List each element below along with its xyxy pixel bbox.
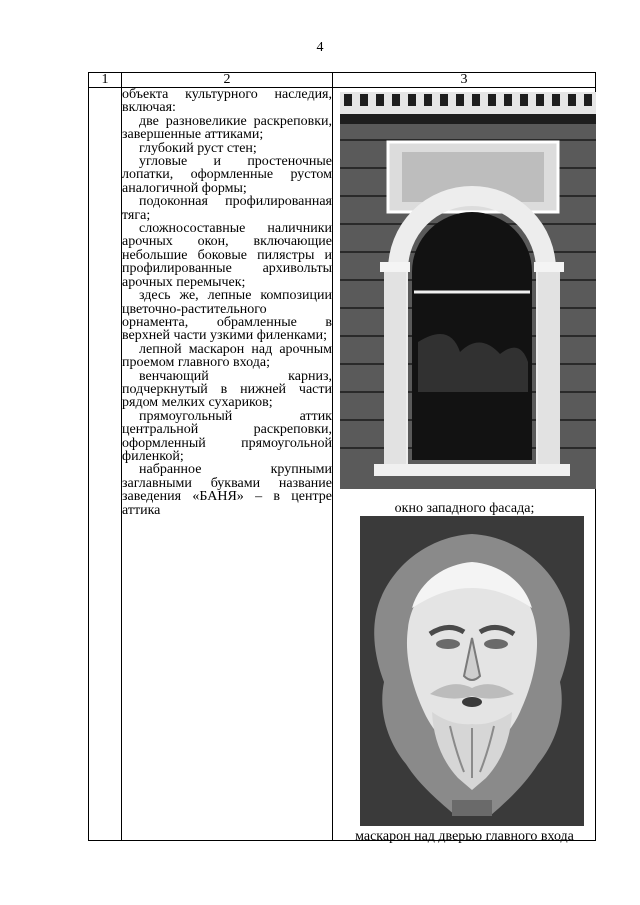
table-row — [89, 88, 596, 841]
table-header-row — [89, 73, 596, 88]
description-item: глубокий руст стен; — [139, 140, 257, 156]
window-photo — [340, 92, 596, 489]
description-paragraph: объекта культурного наследия, включая: — [122, 87, 332, 116]
photo-cell — [333, 88, 596, 844]
description-item: две разновеликие раскреповки, завершенные аттиками; — [122, 113, 332, 143]
description-item: подоконная профилированная тяга; — [122, 194, 332, 223]
column-header-1: 1 — [89, 73, 122, 88]
description-item: угловые и простеночные лопатки, оформленные рустом аналогичной формы; — [122, 154, 332, 196]
column-header-3: 3 — [333, 73, 596, 88]
column-header-2: 2 — [122, 73, 333, 88]
page-number: 4 — [316, 40, 324, 55]
mascaron-photo — [360, 516, 584, 826]
description-item: набранное крупными заглавными буквами название заведения «БАНЯ» – в центре аттика — [122, 462, 332, 518]
description-item: венчающий карниз, подчеркнутый в нижней части рядом мелких сухариков; — [122, 368, 332, 411]
description-item: лепной маскарон над арочным проемом главного входа; — [122, 341, 332, 371]
row-number-cell — [89, 88, 122, 841]
description-item: здесь же, лепные композиции цветочно-растительного орнамента, обрамленные в верхней части узкими филенками; — [122, 288, 332, 344]
heritage-table — [88, 72, 596, 844]
window-photo-caption: окно западного фасада; — [394, 501, 535, 516]
description-item: сложносоставные наличники арочных окон, включающие небольшие боковые пилястры и профилированные архивольты арочных перемычек; — [122, 221, 332, 290]
mascaron-photo-caption: маскарон над дверью главного входа — [355, 829, 574, 844]
description-cell — [122, 88, 333, 841]
description-item: прямоугольный аттик центральной раскреповки, оформленный прямоугольной филенкой; — [122, 408, 332, 464]
